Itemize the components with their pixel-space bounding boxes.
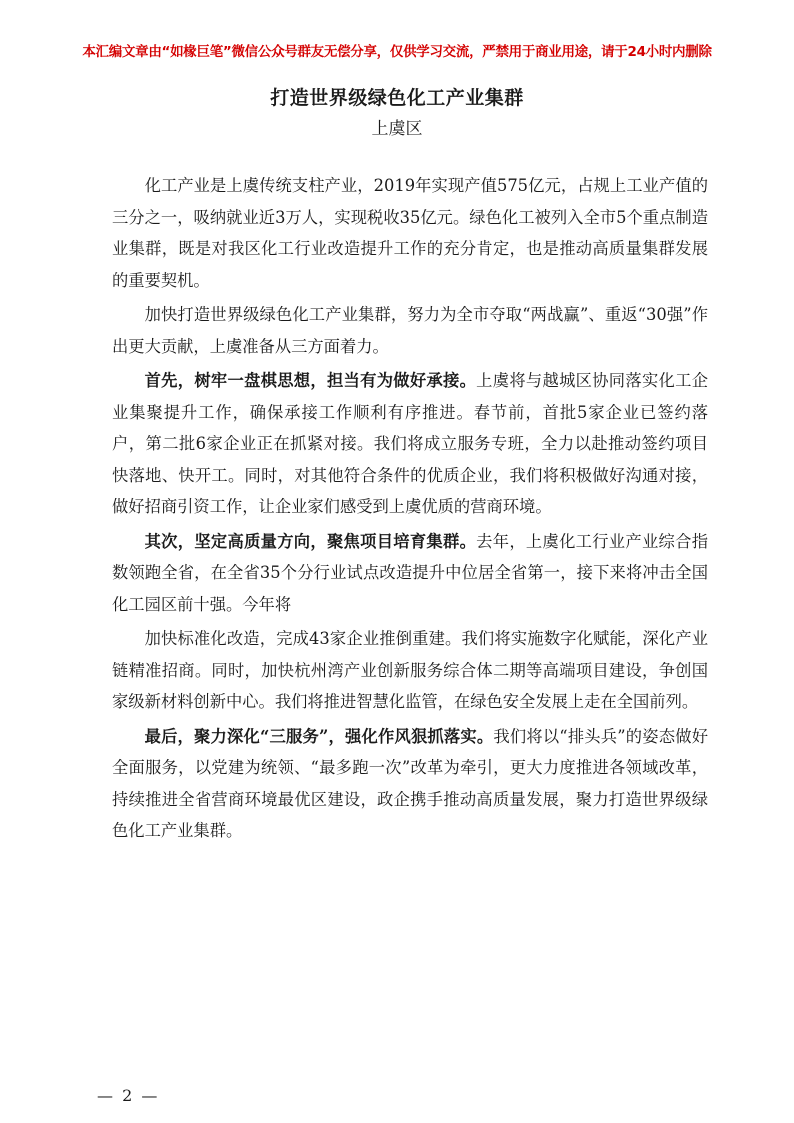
paragraph-text: 化工产业是上虞传统支柱产业，2019年实现产值575亿元，占规上工业产值的三分之一，吸纳就业近3万人，实现税收35亿元。绿色化工被列入全市5个重点制造业集群，既是对我区化工行业改造提升工作的充分肯定，也是推动高质量集群发展的重要契机。	[112, 176, 708, 290]
paragraph-text: 去年，上虞化工行业产业综合指数领跑全省，在全省35个分行业试点改造提升中位居全省第一，接下来将冲击全国化工园区前十强。今年将	[112, 531, 708, 614]
paragraph-1	[112, 170, 708, 296]
paragraph-5	[112, 623, 708, 718]
paragraph-6	[112, 721, 708, 847]
paragraph-text: 我们将以“排头兵”的姿态做好全面服务，以党建为统领、“最多跑一次”改革为牵引，更大力度推进各领域改革，持续推进全省营商环境最优区建设，政企携手推动高质量发展，聚力打造世界级绿色化工产业集群。	[112, 726, 709, 840]
paragraph-3	[112, 365, 708, 523]
paragraph-text: 加快标准化改造，完成43家企业推倒重建。我们将实施数字化赋能，深化产业链精准招商。同时，加快杭州湾产业创新服务综合体二期等高端项目建设，争创国家级新材料创新中心。我们将推进智慧化监管，在绿色安全发展上走在全国前列。	[112, 629, 708, 711]
article-title: 打造世界级绿色化工产业集群	[270, 87, 524, 109]
paragraph-text: 上虞将与越城区协同落实化工企业集聚提升工作，确保承接工作顺利有序推进。春节前，首批5家企业已签约落户，第二批6家企业正在抓紧对接。我们将成立服务专班，全力以赴推动签约项目快落地、快开工。同时，对其他符合条件的优质企业，我们将积极做好沟通对接，做好招商引资工作，让企业家们感受到上虞优质的营商环境。	[112, 371, 708, 516]
paragraph-lead: 首先，树牢一盘棋思想，担当有为做好承接。	[144, 371, 477, 390]
paragraph-lead: 最后，聚力深化“三服务”，强化作风狠抓落实。	[144, 726, 494, 746]
paragraph-text: 加快打造世界级绿色化工产业集群，努力为全市夺取“两战赢”、重返“30强”作出更大贡献，上虞准备从三方面着力。	[112, 305, 708, 356]
article-author: 上虞区	[371, 119, 423, 139]
article-body	[112, 170, 708, 850]
paragraph-2	[112, 299, 708, 362]
paragraph-lead: 其次，坚定高质量方向，聚焦项目培育集群。	[144, 531, 477, 551]
paragraph-4	[112, 526, 708, 621]
copyright-notice: 本汇编文章由“如椽巨笔”微信公众号群友无偿分享，仅供学习交流，严禁用于商业用途，请于24小时内删除	[82, 44, 712, 60]
page-number: — 2 —	[97, 1086, 160, 1105]
